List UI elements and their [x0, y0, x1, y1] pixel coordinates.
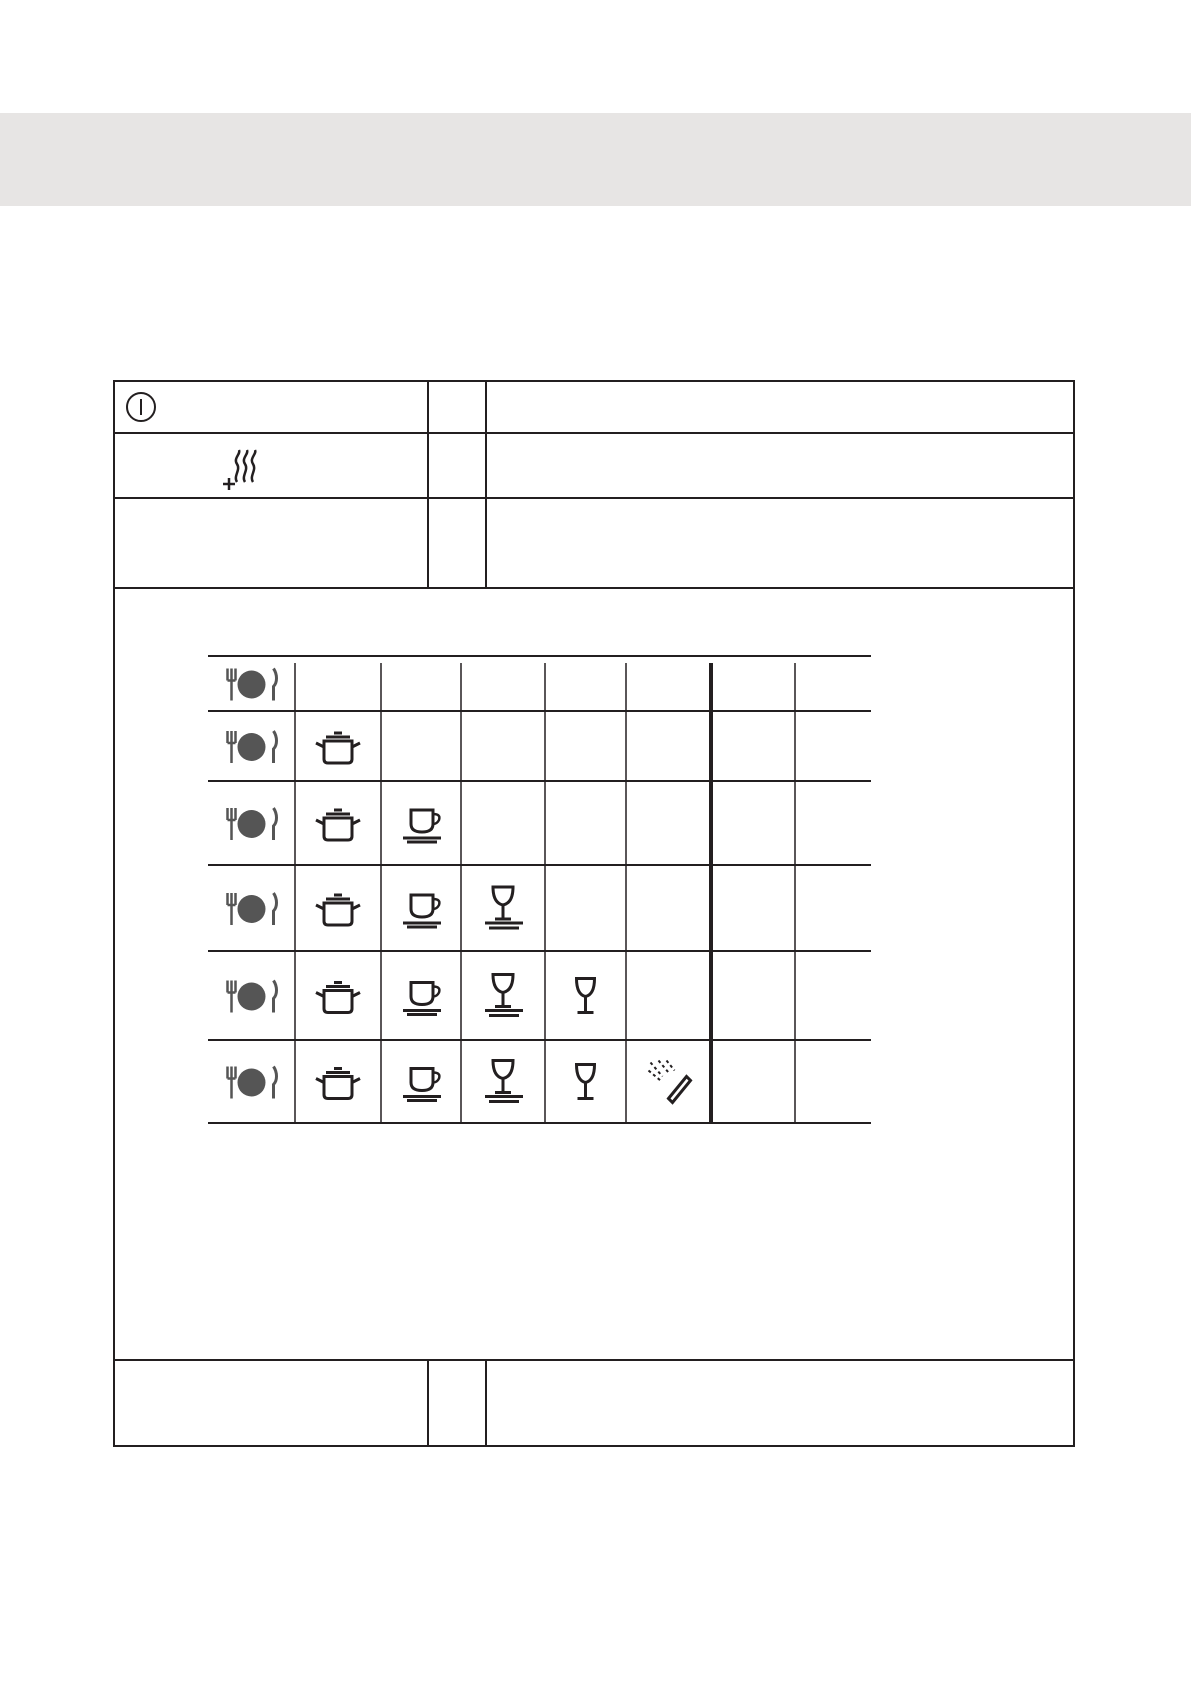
- cup-icon: [403, 1069, 441, 1101]
- rinse-spray-icon: [649, 1061, 691, 1103]
- glass-on-plate-icon: [485, 975, 523, 1016]
- wine-glass-icon: [577, 1065, 595, 1099]
- pot-icon: [316, 810, 360, 840]
- header-band: [0, 113, 1191, 206]
- pot-icon: [316, 983, 360, 1013]
- power-icon: [125, 391, 157, 423]
- program-table: [113, 380, 1075, 1447]
- column-divider: [427, 1361, 429, 1445]
- table-row-power: [115, 382, 1073, 432]
- cutlery-plate-icon: [228, 1067, 277, 1099]
- load-table-grid: [208, 655, 875, 1204]
- glass-on-plate-icon: [485, 1061, 523, 1102]
- cup-icon: [403, 895, 441, 927]
- cutlery-plate-icon: [228, 981, 277, 1013]
- cutlery-plate-icon: [228, 731, 277, 763]
- glass-on-plate-icon: [485, 887, 523, 928]
- pot-icon: [316, 1069, 360, 1099]
- column-divider: [485, 382, 487, 587]
- column-divider: [427, 382, 429, 587]
- pot-icon: [316, 895, 360, 925]
- pot-icon: [316, 733, 360, 763]
- cup-icon: [403, 810, 441, 842]
- table-row-3: [115, 497, 1073, 587]
- cutlery-plate-icon: [228, 669, 277, 701]
- extra-dry-icon: [221, 448, 263, 490]
- load-table: [208, 655, 875, 1204]
- cutlery-plate-icon: [228, 808, 277, 840]
- cup-icon: [403, 983, 441, 1015]
- column-divider: [485, 1361, 487, 1445]
- cutlery-plate-icon: [228, 893, 277, 925]
- wine-glass-icon: [577, 979, 595, 1013]
- table-row-4: [115, 1359, 1073, 1445]
- table-row-extra-dry: [115, 432, 1073, 497]
- load-section: [115, 587, 1073, 1359]
